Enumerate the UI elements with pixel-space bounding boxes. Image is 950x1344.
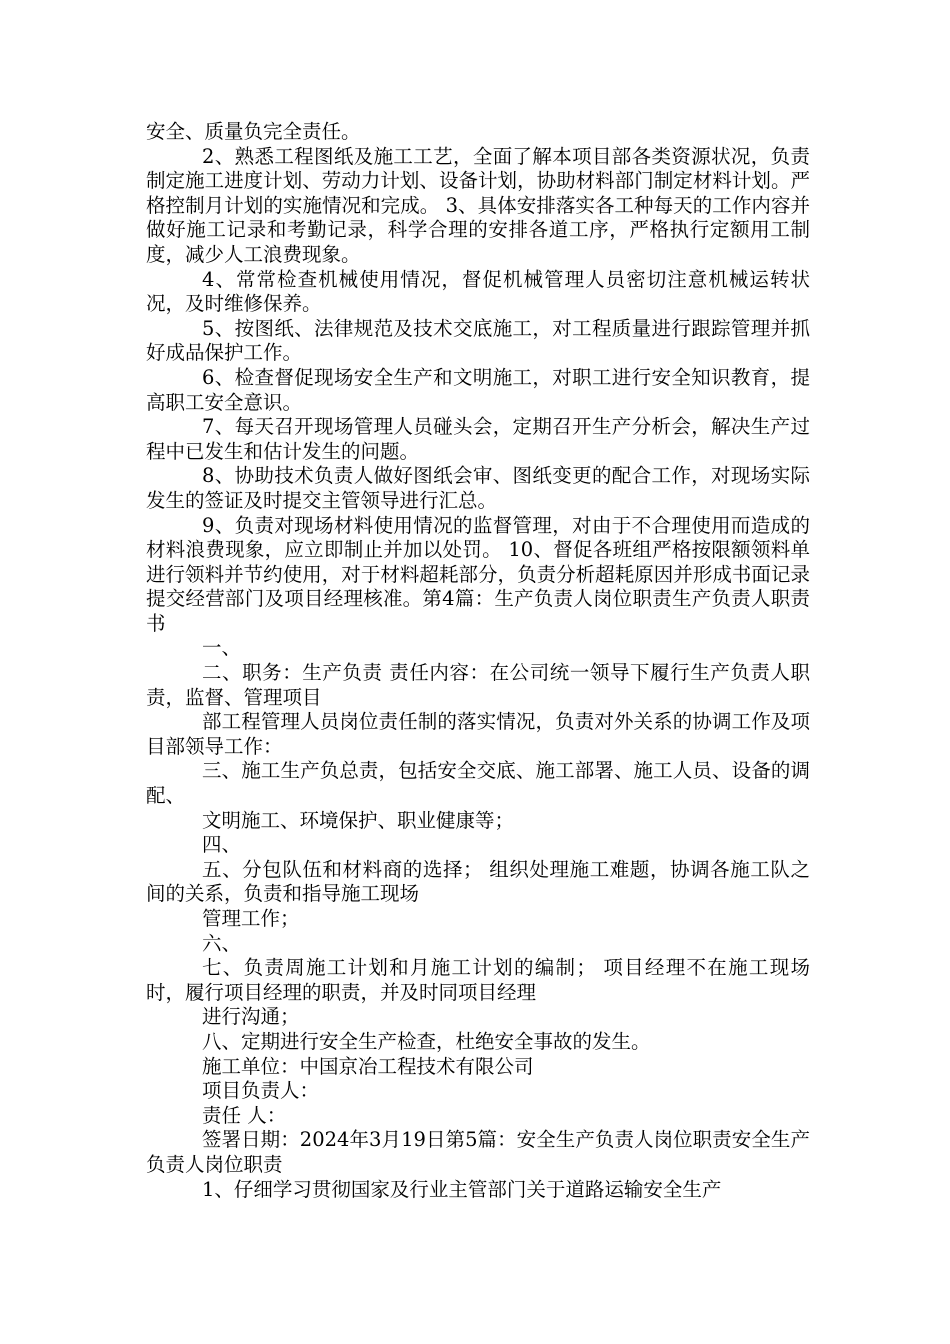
paragraph: 文明施工、环境保护、职业健康等； bbox=[202, 808, 515, 832]
paragraph: 6、检查督促现场安全生产和文明施工，对职工进行安全知识教育，提高职工安全意识。 bbox=[146, 365, 810, 414]
paragraph: 签署日期：2024年3月19日第5篇：安全生产负责人岗位职责安全生产负责人岗位职责 bbox=[146, 1128, 810, 1176]
paragraph: 四、 bbox=[202, 833, 242, 857]
paragraph: 二、职务：生产负责 责任内容：在公司统一领导下履行生产负责人职责，监督、管理项目 bbox=[146, 661, 810, 709]
paragraph: 部工程管理人员岗位责任制的落实情况，负责对外关系的协调工作及项目部领导工作： bbox=[146, 710, 810, 758]
paragraph: 5、按图纸、法律规范及技术交底施工，对工程质量进行跟踪管理并抓好成品保护工作。 bbox=[146, 316, 810, 365]
paragraph: 安全、质量负完全责任。 bbox=[146, 120, 361, 143]
paragraph: 七、负责周施工计划和月施工计划的编制； 项目经理不在施工现场时，履行项目经理的职责，并及时同项目经理 bbox=[146, 956, 810, 1004]
paragraph: 2、熟悉工程图纸及施工工艺，全面了解本项目部各类资源状况，负责制定施工进度计划、劳动力计划、设备计划，协助材料部门制定材料计划。严格控制月计划的实施情况和完成。 3、具体安排落实各工种每天的工作内容并做好施工记录和考勤记录，科学合理的安排各道工序，严格执行定额用工制度，减少人工浪费现象。 bbox=[146, 144, 810, 266]
paragraph: 一、 bbox=[202, 636, 242, 660]
paragraph: 1、仔细学习贯彻国家及行业主管部门关于道路运输安全生产 bbox=[202, 1177, 722, 1201]
paragraph: 八、定期进行安全生产检查，杜绝安全事故的发生。 bbox=[202, 1029, 651, 1053]
paragraph: 项目负责人： bbox=[202, 1079, 320, 1103]
paragraph: 8、协助技术负责人做好图纸会审、图纸变更的配合工作，对现场实际发生的签证及时提交主管领导进行汇总。 bbox=[146, 464, 810, 512]
document-body bbox=[146, 120, 810, 1202]
paragraph: 9、负责对现场材料使用情况的监督管理，对由于不合理使用而造成的材料浪费现象，应立即制止并加以处罚。 10、督促各班组严格按限额领料单进行领料并节约使用，对于材料超耗部分，负责分析超耗原因并形成书面记录提交经营部门及项目经理核准。第4篇：生产负责人岗位职责生产负责人职责书 bbox=[146, 513, 810, 635]
paragraph: 六、 bbox=[202, 931, 242, 955]
paragraph: 施工单位：中国京冶工程技术有限公司 bbox=[202, 1054, 534, 1078]
paragraph: 进行沟通； bbox=[202, 1005, 300, 1029]
paragraph: 五、分包队伍和材料商的选择； 组织处理施工难题，协调各施工队之间的关系，负责和指导施工现场 bbox=[146, 857, 810, 906]
paragraph: 责任 人： bbox=[202, 1103, 287, 1127]
paragraph: 三、施工生产负总责，包括安全交底、施工部署、施工人员、设备的调配、 bbox=[146, 759, 810, 808]
paragraph: 管理工作； bbox=[202, 907, 300, 930]
paragraph: 4、常常检查机械使用情况，督促机械管理人员密切注意机械运转状况，及时维修保养。 bbox=[146, 267, 810, 316]
paragraph: 7、每天召开现场管理人员碰头会，定期召开生产分析会，解决生产过程中已发生和估计发生的问题。 bbox=[146, 415, 810, 463]
